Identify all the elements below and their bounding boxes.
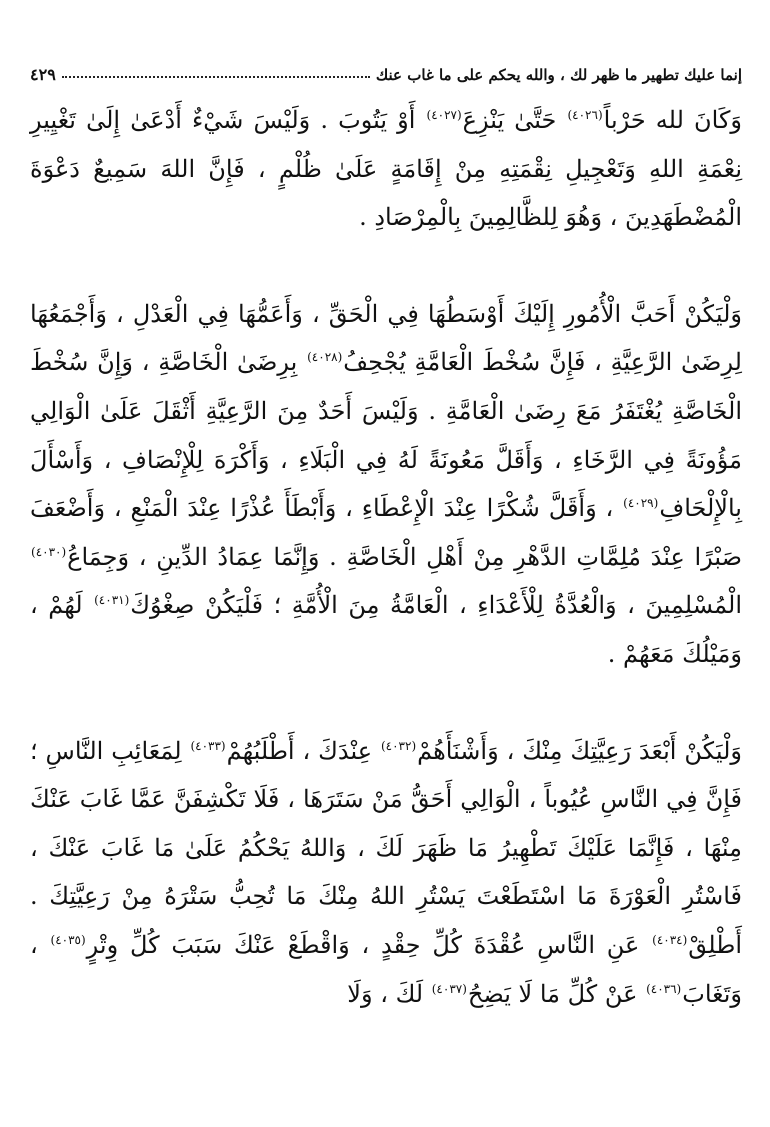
paragraph — [30, 290, 742, 679]
text-run: لِمَعَائِبِ النَّاسِ ؛ فَإِنَّ فِي النَّاسِ عُيُوباً ، الْوَالِي أَحَقُّ مَنْ سَتَرَهَا ، فَلَا تَكْشِفَنَّ عَمَّا غَابَ عَنْكَ مِنْهَا ، فَإِنَّمَا عَلَيْكَ تَطْهِيرُ مَا ظَهَرَ لَكَ ، وَاللهُ يَحْكُمُ عَلَىٰ مَا غَابَ عَنْكَ ، فَاسْتُرِ الْعَوْرَةَ مَا اسْتَطَعْتَ يَسْتُرِ اللهُ مِنْكَ مَا تُحِبُّ سَتْرَهُ مِنْ رَعِيَّتِكَ . أَطْلِقْ — [30, 736, 743, 959]
text-run: الْمُسْلِمِينَ ، وَالْعُدَّةُ لِلْأَعْدَاءِ ، الْعَامَّةُ مِنَ الْأُمَّةِ ؛ فَلْيَكُنْ صِغْوُكَ — [130, 591, 742, 620]
text-run: حَتَّىٰ يَنْزِعَ — [462, 106, 567, 134]
footnote-marker: (٤٠٢٧) — [426, 108, 462, 122]
running-header — [30, 54, 742, 84]
footnote-marker: (٤٠٢٦) — [567, 108, 603, 122]
footnote-marker: (٤٠٣٤) — [652, 932, 688, 947]
paragraph — [30, 727, 742, 1019]
text-run: عَنِ النَّاسِ عُقْدَةَ كُلِّ حِقْدٍ ، وَاقْطَعْ عَنْكَ سَبَبَ كُلِّ وِتْرٍ — [86, 930, 652, 959]
footnote-marker: (٤٠٢٩) — [623, 496, 659, 511]
text-run: ، وَتَغَابَ — [30, 930, 742, 1008]
text-run: عِنْدَكَ ، أَطْلَبُهُمْ — [226, 736, 380, 765]
page-number: ٤٢٩ — [30, 65, 56, 84]
text-run: بِرِضَىٰ الْخَاصَّةِ ، وَإِنَّ سُخْطَ الْخَاصَّةِ يُغْتَفَرُ مَعَ رِضَىٰ الْعَامَّةِ . وَلَيْسَ أَحَدٌ مِنَ الرَّعِيَّةِ أَثْقَلَ عَلَىٰ الْوَالِي مَؤُونَةً فِي الرَّخَاءِ ، وَأَقَلَّ مَعُونَةً لَهُ فِي الْبَلَاءِ ، وَأَكْرَهَ لِلْإِنْصَافِ ، وَأَسْأَلَ بِالْإِلْحَافِ — [30, 348, 742, 523]
text-run: وَكَانَ لله حَرْباً — [603, 106, 743, 134]
text-run: وَلْيَكُنْ أَحَبَّ الْأُمُورِ إِلَيْكَ أَوْسَطُهَا فِي الْحَقِّ ، وَأَعَمُّهَا فِي الْعَدْلِ ، وَأَجْمَعُهَا لِرِضَىٰ الرَّعِيَّةِ ، فَإِنَّ سُخْطَ الْعَامَّةِ يُجْحِفُ — [30, 299, 742, 377]
text-run: لَكَ ، وَلَا — [347, 979, 431, 1008]
text-run: لَهُمْ ، وَمَيْلُكَ مَعَهُمْ . — [30, 591, 742, 668]
footnote-marker: (٤٠٣٦) — [646, 981, 682, 996]
footnote-marker: (٤٠٢٨) — [307, 350, 343, 365]
running-title: إنما عليك تطهير ما ظهر لك ، والله يحكم على ما غاب عنك — [375, 66, 742, 84]
paragraph — [30, 96, 742, 242]
footnote-marker: (٤٠٣٠) — [31, 544, 67, 559]
footnote-marker: (٤٠٣٢) — [380, 738, 417, 753]
text-run: وَلْيَكُنْ أَبْعَدَ رَعِيَّتِكَ مِنْكَ ، وَأَشْنَأَهُمْ — [417, 736, 743, 765]
text-run: ، وَأَقَلَّ شُكْرًا عِنْدَ الْإِعْطَاءِ ، وَأَبْطَأَ عُذْرًا عِنْدَ الْمَنْعِ ، وَأَضْعَفَ صَبْرًا عِنْدَ مُلِمَّاتِ الدَّهْرِ مِنْ أَهْلِ الْخَاصَّةِ . وَإِنَّمَا عِمَادُ الدِّينِ ، وَجِمَاعُ — [30, 494, 742, 571]
book-page — [30, 54, 742, 1114]
text-run: أَوْ يَتُوبَ . وَلَيْسَ شَيْءٌ أَدْعَىٰ إِلَىٰ تَغْيِيرِ نِعْمَةِ اللهِ وَتَعْجِيلِ نِقْمَتِهِ مِنْ إِقَامَةٍ عَلَىٰ ظُلْمٍ ، فَإِنَّ اللهَ سَمِيعٌ دَعْوَةَ الْمُضْطَهَدِينَ ، وَهُوَ لِلظَّالِمِينَ بِالْمِرْصَادِ . — [30, 106, 742, 232]
text-run: عَنْ كُلِّ مَا لَا يَضِحُ — [467, 979, 646, 1008]
footnote-marker: (٤٠٣١) — [94, 593, 130, 608]
footnote-marker: (٤٠٣٣) — [190, 738, 226, 753]
footnote-marker: (٤٠٣٧) — [431, 981, 467, 996]
leader-dots — [62, 76, 370, 78]
footnote-marker: (٤٠٣٥) — [50, 932, 86, 947]
